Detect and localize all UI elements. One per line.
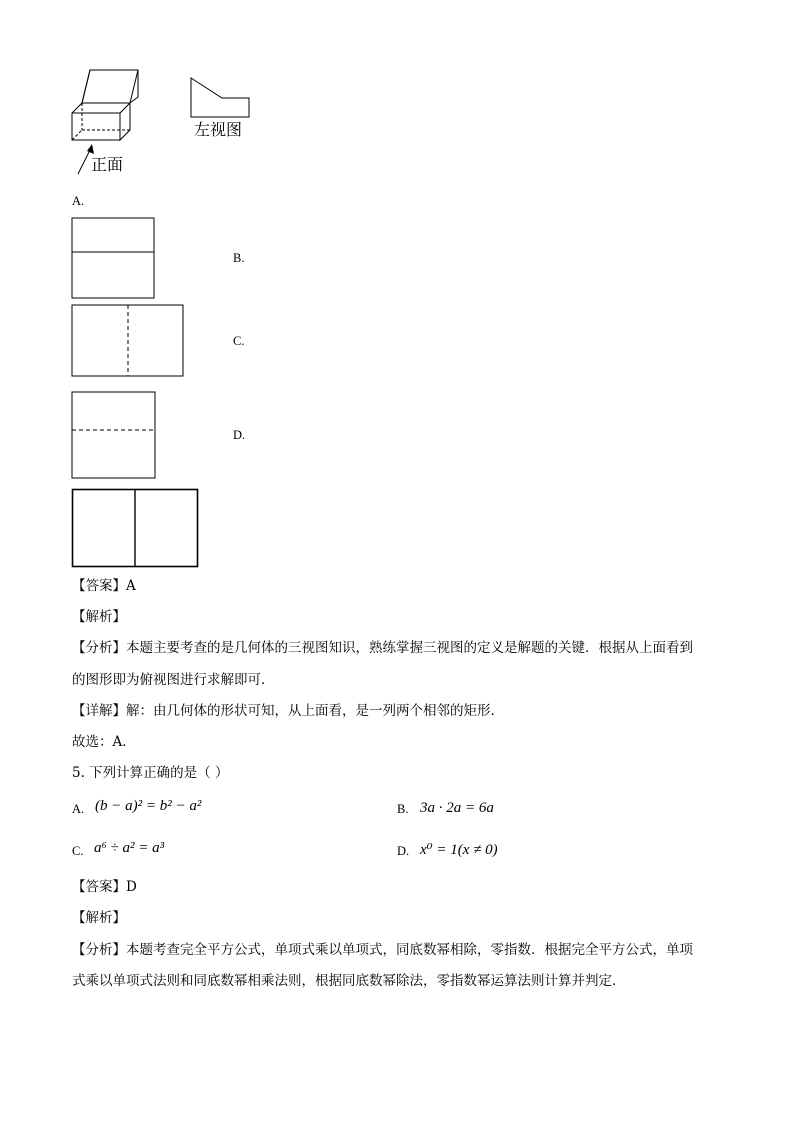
- q4-answer: 【答案】A: [72, 578, 136, 594]
- q5-analysis-line2: 式乘以单项式法则和同底数幂相乘法则，根据同底数幂除法，零指数幂运算法则计算并判定．: [72, 973, 626, 989]
- q5-option-a-label: A.: [72, 802, 85, 816]
- q4-choose: 故选：A．: [72, 734, 136, 750]
- option-c-figure: [71, 391, 158, 481]
- q5-analysis-title: 【解析】: [72, 910, 126, 926]
- q4-detail: 【详解】解：由几何体的形状可知，从上面看，是一列两个相邻的矩形．: [72, 703, 504, 719]
- option-b-label: B.: [233, 251, 245, 265]
- option-b-figure: [71, 304, 186, 379]
- option-c-label: C.: [233, 334, 245, 348]
- q5-option-c-expr: a⁶ ÷ a² = a³: [94, 840, 165, 856]
- front-caption: 正面: [91, 155, 124, 174]
- option-a-label: A.: [72, 194, 85, 208]
- q5-option-c-label: C.: [72, 844, 84, 858]
- q5-option-d-label: D.: [397, 844, 410, 858]
- option-d-label: D.: [233, 428, 246, 442]
- q5-stem: 5. 下列计算正确的是（ ）: [72, 765, 229, 781]
- left-view-shape: [191, 78, 249, 117]
- q4-analysis-line2: 的图形即为俯视图进行求解即可．: [72, 672, 275, 688]
- q4-analysis-title: 【解析】: [72, 609, 126, 625]
- q4-analysis-line1: 【分析】本题主要考查的是几何体的三视图知识，熟练掌握三视图的定义是解题的关键．根据从上面看到: [72, 640, 693, 656]
- option-d-figure: [71, 488, 201, 570]
- q5-option-b-label: B.: [397, 802, 409, 816]
- q5-answer: 【答案】D: [72, 879, 137, 895]
- q5-option-a-expr: (b − a)² = b² − a²: [95, 798, 202, 814]
- q5-option-b-expr: 3a · 2a = 6a: [420, 800, 494, 816]
- q5-option-d-expr: x⁰ = 1(x ≠ 0): [420, 842, 498, 858]
- left-view-caption: 左视图: [194, 120, 243, 139]
- q5-analysis-line1: 【分析】本题考查完全平方公式，单项式乘以单项式，同底数幂相除，零指数．根据完全平方公式，单项: [72, 942, 693, 958]
- option-a-figure: [71, 217, 157, 301]
